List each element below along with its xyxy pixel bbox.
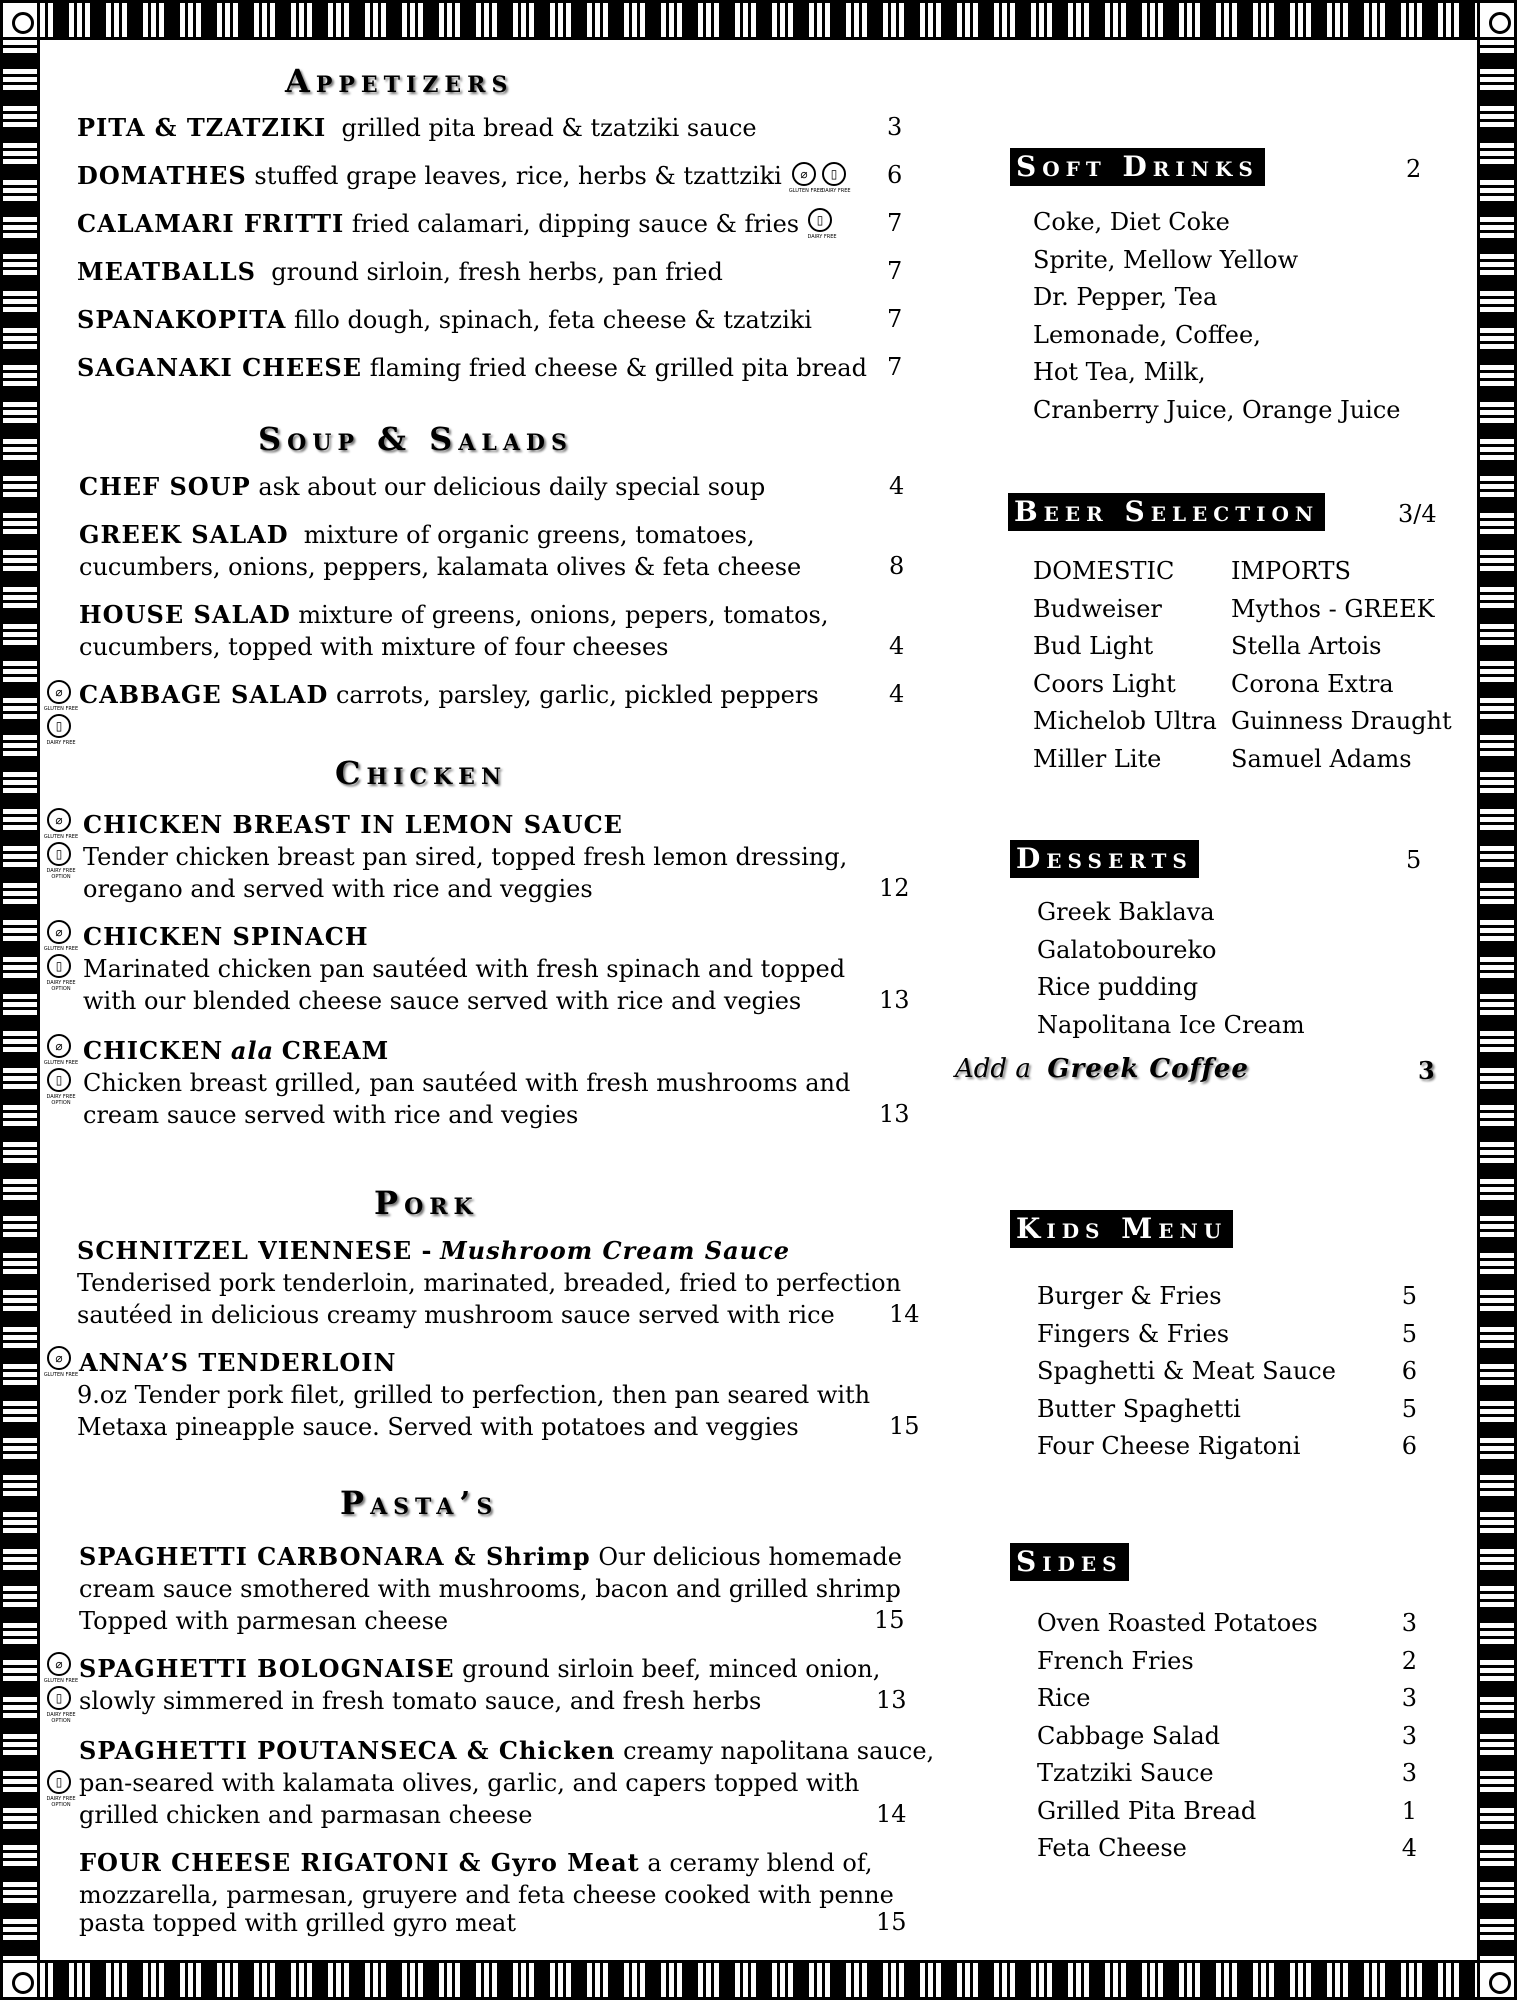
item-price: 7 <box>887 209 903 237</box>
dairy-free-option-icon: ▯ DAIRY FREE OPTION <box>47 1686 71 1710</box>
menu-item: GREEK SALAD mixture of organic greens, tomatoes, <box>79 520 755 549</box>
list-item: French Fries 2 <box>1037 1646 1417 1675</box>
menu-item-desc: 9.oz Tender pork filet, grilled to perfection, then pan seared with <box>77 1381 871 1409</box>
menu-item: SPAGHETTI POUTANSECA & Chicken creamy napolitana sauce, <box>79 1736 935 1765</box>
list-item: Rice 3 <box>1037 1684 1417 1712</box>
item-price: 7 <box>887 353 903 381</box>
list-item: Feta Cheese 4 <box>1037 1834 1417 1862</box>
beer-title: Beer Selection <box>1008 493 1325 531</box>
menu-item: MEATBALLS ground sirloin, fresh herbs, pan fried <box>77 257 723 286</box>
list-header: IMPORTS <box>1231 557 1351 585</box>
list-item: Coors Light <box>1033 669 1176 698</box>
menu-item-desc: cream sauce smothered with mushrooms, bacon and grilled shrimp <box>79 1575 901 1603</box>
greek-key-border-right <box>1477 0 1517 2000</box>
menu-item-desc: pan-seared with kalamata olives, garlic, and capers topped with <box>79 1769 860 1797</box>
corner-ornament-icon <box>0 1960 40 2000</box>
corner-ornament-icon <box>1477 1960 1517 2000</box>
greek-key-border-bottom <box>0 1960 1517 2000</box>
list-item: Rice pudding <box>1037 973 1199 1001</box>
menu-item-desc: sautéed in delicious creamy mushroom sauce served with rice <box>77 1301 835 1329</box>
list-item: Michelob Ultra <box>1033 707 1217 735</box>
menu-item: CABBAGE SALAD carrots, parsley, garlic, pickled peppers <box>79 680 819 709</box>
menu-item-desc: cream sauce served with rice and vegies <box>83 1101 579 1129</box>
corner-ornament-icon <box>0 0 40 40</box>
list-item: Stella Artois <box>1231 632 1382 660</box>
appetizers-title: Appetizers <box>285 62 514 100</box>
menu-item-desc: cucumbers, topped with mixture of four cheeses <box>79 633 669 661</box>
menu-item: SPAGHETTI CARBONARA & Shrimp Our delicious homemade <box>79 1542 902 1571</box>
list-item: Oven Roasted Potatoes 3 <box>1037 1609 1417 1637</box>
gluten-free-icon: ⌀ GLUTEN FREE <box>47 920 71 944</box>
list-item: Mythos - GREEK <box>1231 594 1435 623</box>
item-price: 15 <box>874 1606 905 1634</box>
item-price: 7 <box>887 305 903 333</box>
corner-ornament-icon <box>1477 0 1517 40</box>
menu-item: FOUR CHEESE RIGATONI & Gyro Meat a ceramy blend of, <box>79 1848 873 1877</box>
gluten-free-icon: ⌀ GLUTEN FREE <box>47 1346 71 1370</box>
list-item: Lemonade, Coffee, <box>1033 320 1261 349</box>
list-item: Cabbage Salad 3 <box>1037 1721 1417 1750</box>
list-item: Galatoboureko <box>1037 935 1217 964</box>
menu-item-desc: Chicken breast grilled, pan sautéed with fresh mushrooms and <box>83 1069 851 1097</box>
desserts-price: 5 <box>1406 846 1422 874</box>
list-item: Burger & Fries 5 <box>1037 1282 1417 1310</box>
list-item: Corona Extra <box>1231 669 1394 698</box>
pasta-title: Pasta’s <box>340 1484 499 1522</box>
menu-item-desc: pasta topped with grilled gyro meat <box>79 1909 516 1937</box>
dairy-free-icon: ▯ DAIRY FREE <box>808 208 832 232</box>
kids-menu-title: Kids Menu <box>1010 1210 1233 1248</box>
menu-item: HOUSE SALAD mixture of greens, onions, pepers, tomatos, <box>79 600 829 629</box>
list-item: Greek Baklava <box>1037 898 1215 926</box>
item-price: 14 <box>876 1800 907 1828</box>
dairy-free-icon: ▯ DAIRY FREE <box>822 162 846 186</box>
dairy-free-option-icon: ▯ DAIRY FREE OPTION <box>47 1770 71 1794</box>
list-item: Spaghetti & Meat Sauce 6 <box>1037 1357 1417 1385</box>
beer-price: 3/4 <box>1398 500 1437 528</box>
menu-item: SAGANAKI CHEESE flaming fried cheese & grilled pita bread <box>77 353 867 382</box>
menu-item-desc: Marinated chicken pan sautéed with fresh spinach and topped <box>83 955 846 983</box>
gluten-free-icon: ⌀ GLUTEN FREE <box>47 1652 71 1676</box>
item-price: 3 <box>887 113 903 141</box>
menu-item-desc: cucumbers, onions, peppers, kalamata olives & feta cheese <box>79 553 802 581</box>
menu-item: PITA & TZATZIKI grilled pita bread & tzatziki sauce <box>77 113 757 142</box>
list-item: Hot Tea, Milk, <box>1033 358 1206 386</box>
list-item: Butter Spaghetti 5 <box>1037 1394 1417 1423</box>
item-price: 7 <box>887 257 903 285</box>
kids-menu-list <box>1037 1278 1417 1466</box>
list-item: Sprite, Mellow Yellow <box>1033 245 1299 274</box>
dairy-free-option-icon: ▯ DAIRY FREE OPTION <box>47 842 71 866</box>
greek-key-border-left <box>0 0 40 2000</box>
menu-item: ANNA’S TENDERLOIN <box>79 1348 397 1377</box>
menu-item: CHEF SOUP ask about our delicious daily special soup <box>79 472 766 501</box>
menu-item-desc: with our blended cheese sauce served with rice and vegies <box>83 987 802 1015</box>
chicken-title: Chicken <box>335 754 508 792</box>
list-item: Grilled Pita Bread 1 <box>1037 1796 1417 1825</box>
gluten-free-icon: ⌀ GLUTEN FREE <box>47 808 71 832</box>
list-item: Guinness Draught <box>1231 707 1452 735</box>
list-item: Coke, Diet Coke <box>1033 208 1230 236</box>
sides-title: Sides <box>1010 1543 1129 1581</box>
item-price: 13 <box>879 986 910 1014</box>
greek-key-border-top <box>0 0 1517 40</box>
soft-drinks-list <box>1033 204 1400 429</box>
menu-item-desc: slowly simmered in fresh tomato sauce, and fresh herbs <box>79 1687 762 1715</box>
gluten-free-icon: ⌀ GLUTEN FREE <box>47 1034 71 1058</box>
item-price: 4 <box>889 680 905 708</box>
sides-list <box>1037 1605 1417 1868</box>
menu-item-desc: Tenderised pork tenderloin, marinated, breaded, fried to perfection <box>77 1269 902 1297</box>
soft-drinks-price: 2 <box>1406 155 1422 183</box>
dairy-free-option-icon: ▯ DAIRY FREE OPTION <box>47 954 71 978</box>
list-item: Napolitana Ice Cream <box>1037 1010 1305 1039</box>
list-item: Fingers & Fries 5 <box>1037 1319 1417 1348</box>
item-price: 4 <box>889 472 905 500</box>
beer-imports-list <box>1231 553 1452 778</box>
menu-item-desc: Topped with parmesan cheese <box>79 1607 449 1635</box>
menu-item: SPANAKOPITA fillo dough, spinach, feta cheese & tzatziki <box>77 305 812 334</box>
item-price: 12 <box>879 874 910 902</box>
item-price: 15 <box>889 1412 920 1440</box>
gluten-free-icon: ⌀ GLUTEN FREE <box>792 162 816 186</box>
item-price: 14 <box>889 1300 920 1328</box>
list-item: Miller Lite <box>1033 744 1162 773</box>
dairy-free-option-icon: ▯ DAIRY FREE OPTION <box>47 1068 71 1092</box>
menu-item-desc: oregano and served with rice and veggies <box>83 875 593 903</box>
soups-title: Soup & Salads <box>258 420 573 458</box>
list-header: DOMESTIC <box>1033 557 1175 585</box>
menu-item: CHICKEN SPINACH <box>83 922 369 951</box>
menu-item: CALAMARI FRITTI fried calamari, dipping sauce & fries <box>77 209 800 238</box>
list-item: Tzatziki Sauce 3 <box>1037 1759 1417 1787</box>
desserts-list <box>1037 894 1305 1044</box>
greek-coffee-addon: Add a Greek Coffee <box>955 1054 1249 1084</box>
menu-item-desc: mozzarella, parmesan, gruyere and feta cheese cooked with penne <box>79 1881 894 1909</box>
item-price: 8 <box>889 552 905 580</box>
list-item: Cranberry Juice, Orange Juice <box>1033 395 1401 424</box>
greek-coffee-price: 3 <box>1418 1056 1435 1085</box>
menu-item: SPAGHETTI BOLOGNAISE ground sirloin beef, minced onion, <box>79 1654 881 1683</box>
list-item: Samuel Adams <box>1231 744 1412 773</box>
menu-item: CHICKEN BREAST IN LEMON SAUCE <box>83 810 623 839</box>
desserts-title: Desserts <box>1010 840 1199 878</box>
menu-item-desc: Tender chicken breast pan sired, topped fresh lemon dressing, <box>83 843 848 871</box>
list-item: Four Cheese Rigatoni 6 <box>1037 1432 1417 1460</box>
menu-item-desc: Metaxa pineapple sauce. Served with potatoes and veggies <box>77 1413 799 1441</box>
item-price: 15 <box>876 1908 907 1936</box>
beer-domestic-list <box>1033 553 1217 778</box>
menu-item-desc: grilled chicken and parmasan cheese <box>79 1801 533 1829</box>
menu-item: SCHNITZEL VIENNESE - Mushroom Cream Sauce <box>77 1236 790 1265</box>
list-item: Dr. Pepper, Tea <box>1033 283 1218 311</box>
pork-title: Pork <box>374 1184 479 1222</box>
dairy-free-icon: ▯ DAIRY FREE <box>47 714 71 738</box>
item-price: 4 <box>889 632 905 660</box>
list-item: Budweiser <box>1033 594 1162 623</box>
item-price: 6 <box>887 161 903 189</box>
menu-item: CHICKEN ala CREAM <box>83 1036 390 1065</box>
list-item: Bud Light <box>1033 632 1154 660</box>
item-price: 13 <box>876 1686 907 1714</box>
item-price: 13 <box>879 1100 910 1128</box>
menu-item: DOMATHES stuffed grape leaves, rice, herbs & tzattziki <box>77 161 782 190</box>
soft-drinks-title: Soft Drinks <box>1010 148 1265 186</box>
gluten-free-icon: ⌀ GLUTEN FREE <box>47 680 71 704</box>
